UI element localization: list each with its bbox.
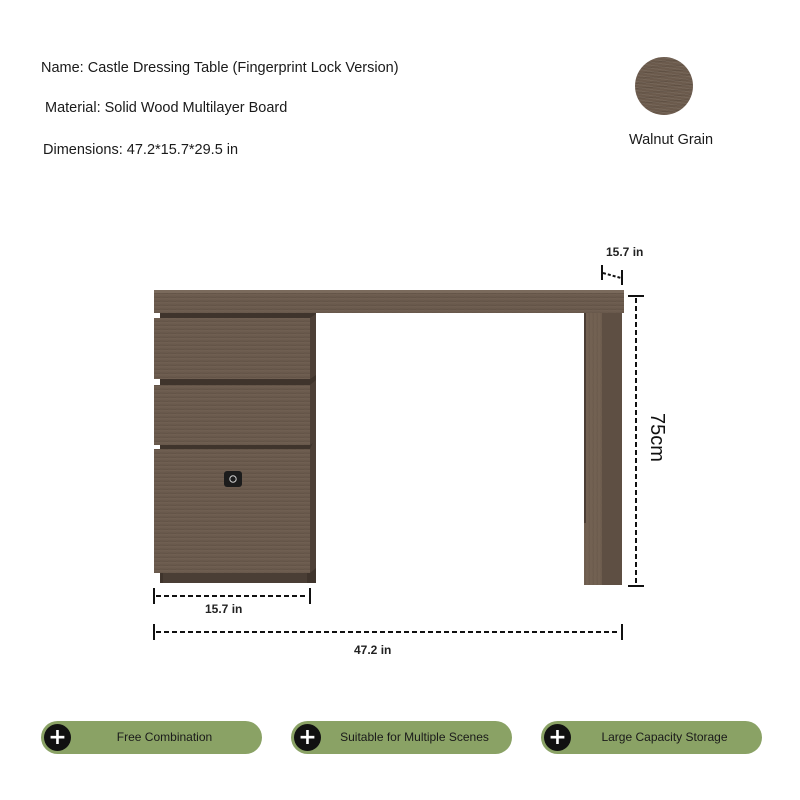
drawer-cabinet [154, 313, 316, 583]
drawer-top [154, 318, 310, 379]
plus-icon: + [44, 724, 71, 751]
table-top [154, 290, 624, 313]
fingerprint-lock-icon [224, 471, 242, 487]
feature-pill-multiple-scenes [291, 721, 512, 754]
plus-icon: + [294, 724, 321, 751]
product-name: Name: Castle Dressing Table (Fingerprint Lock Version) [41, 60, 399, 76]
width-dimension [154, 624, 622, 640]
feature-label: Free Combination [116, 730, 213, 744]
feature-pill-free-combination [41, 721, 262, 754]
depth-bottom-label: 15.7 in [205, 602, 243, 616]
depth-dimension-top [602, 265, 622, 285]
feature-pill-storage [541, 721, 762, 754]
drawer-middle [154, 385, 310, 445]
swatch-label: Walnut Grain [628, 132, 714, 148]
depth-top-label: 15.7 in [606, 245, 644, 259]
height-dimension [628, 296, 644, 586]
plus-icon: + [544, 724, 571, 751]
side-panel [584, 313, 622, 585]
feature-label: Large Capacity Storage [601, 730, 728, 744]
drawer-bottom [154, 449, 310, 573]
height-label: 75cm [646, 413, 668, 462]
width-label: 47.2 in [354, 643, 392, 657]
feature-label: Suitable for Multiple Scenes [340, 730, 489, 744]
product-material: Material: Solid Wood Multilayer Board [45, 100, 288, 116]
product-dimensions: Dimensions: 47.2*15.7*29.5 in [43, 142, 239, 158]
